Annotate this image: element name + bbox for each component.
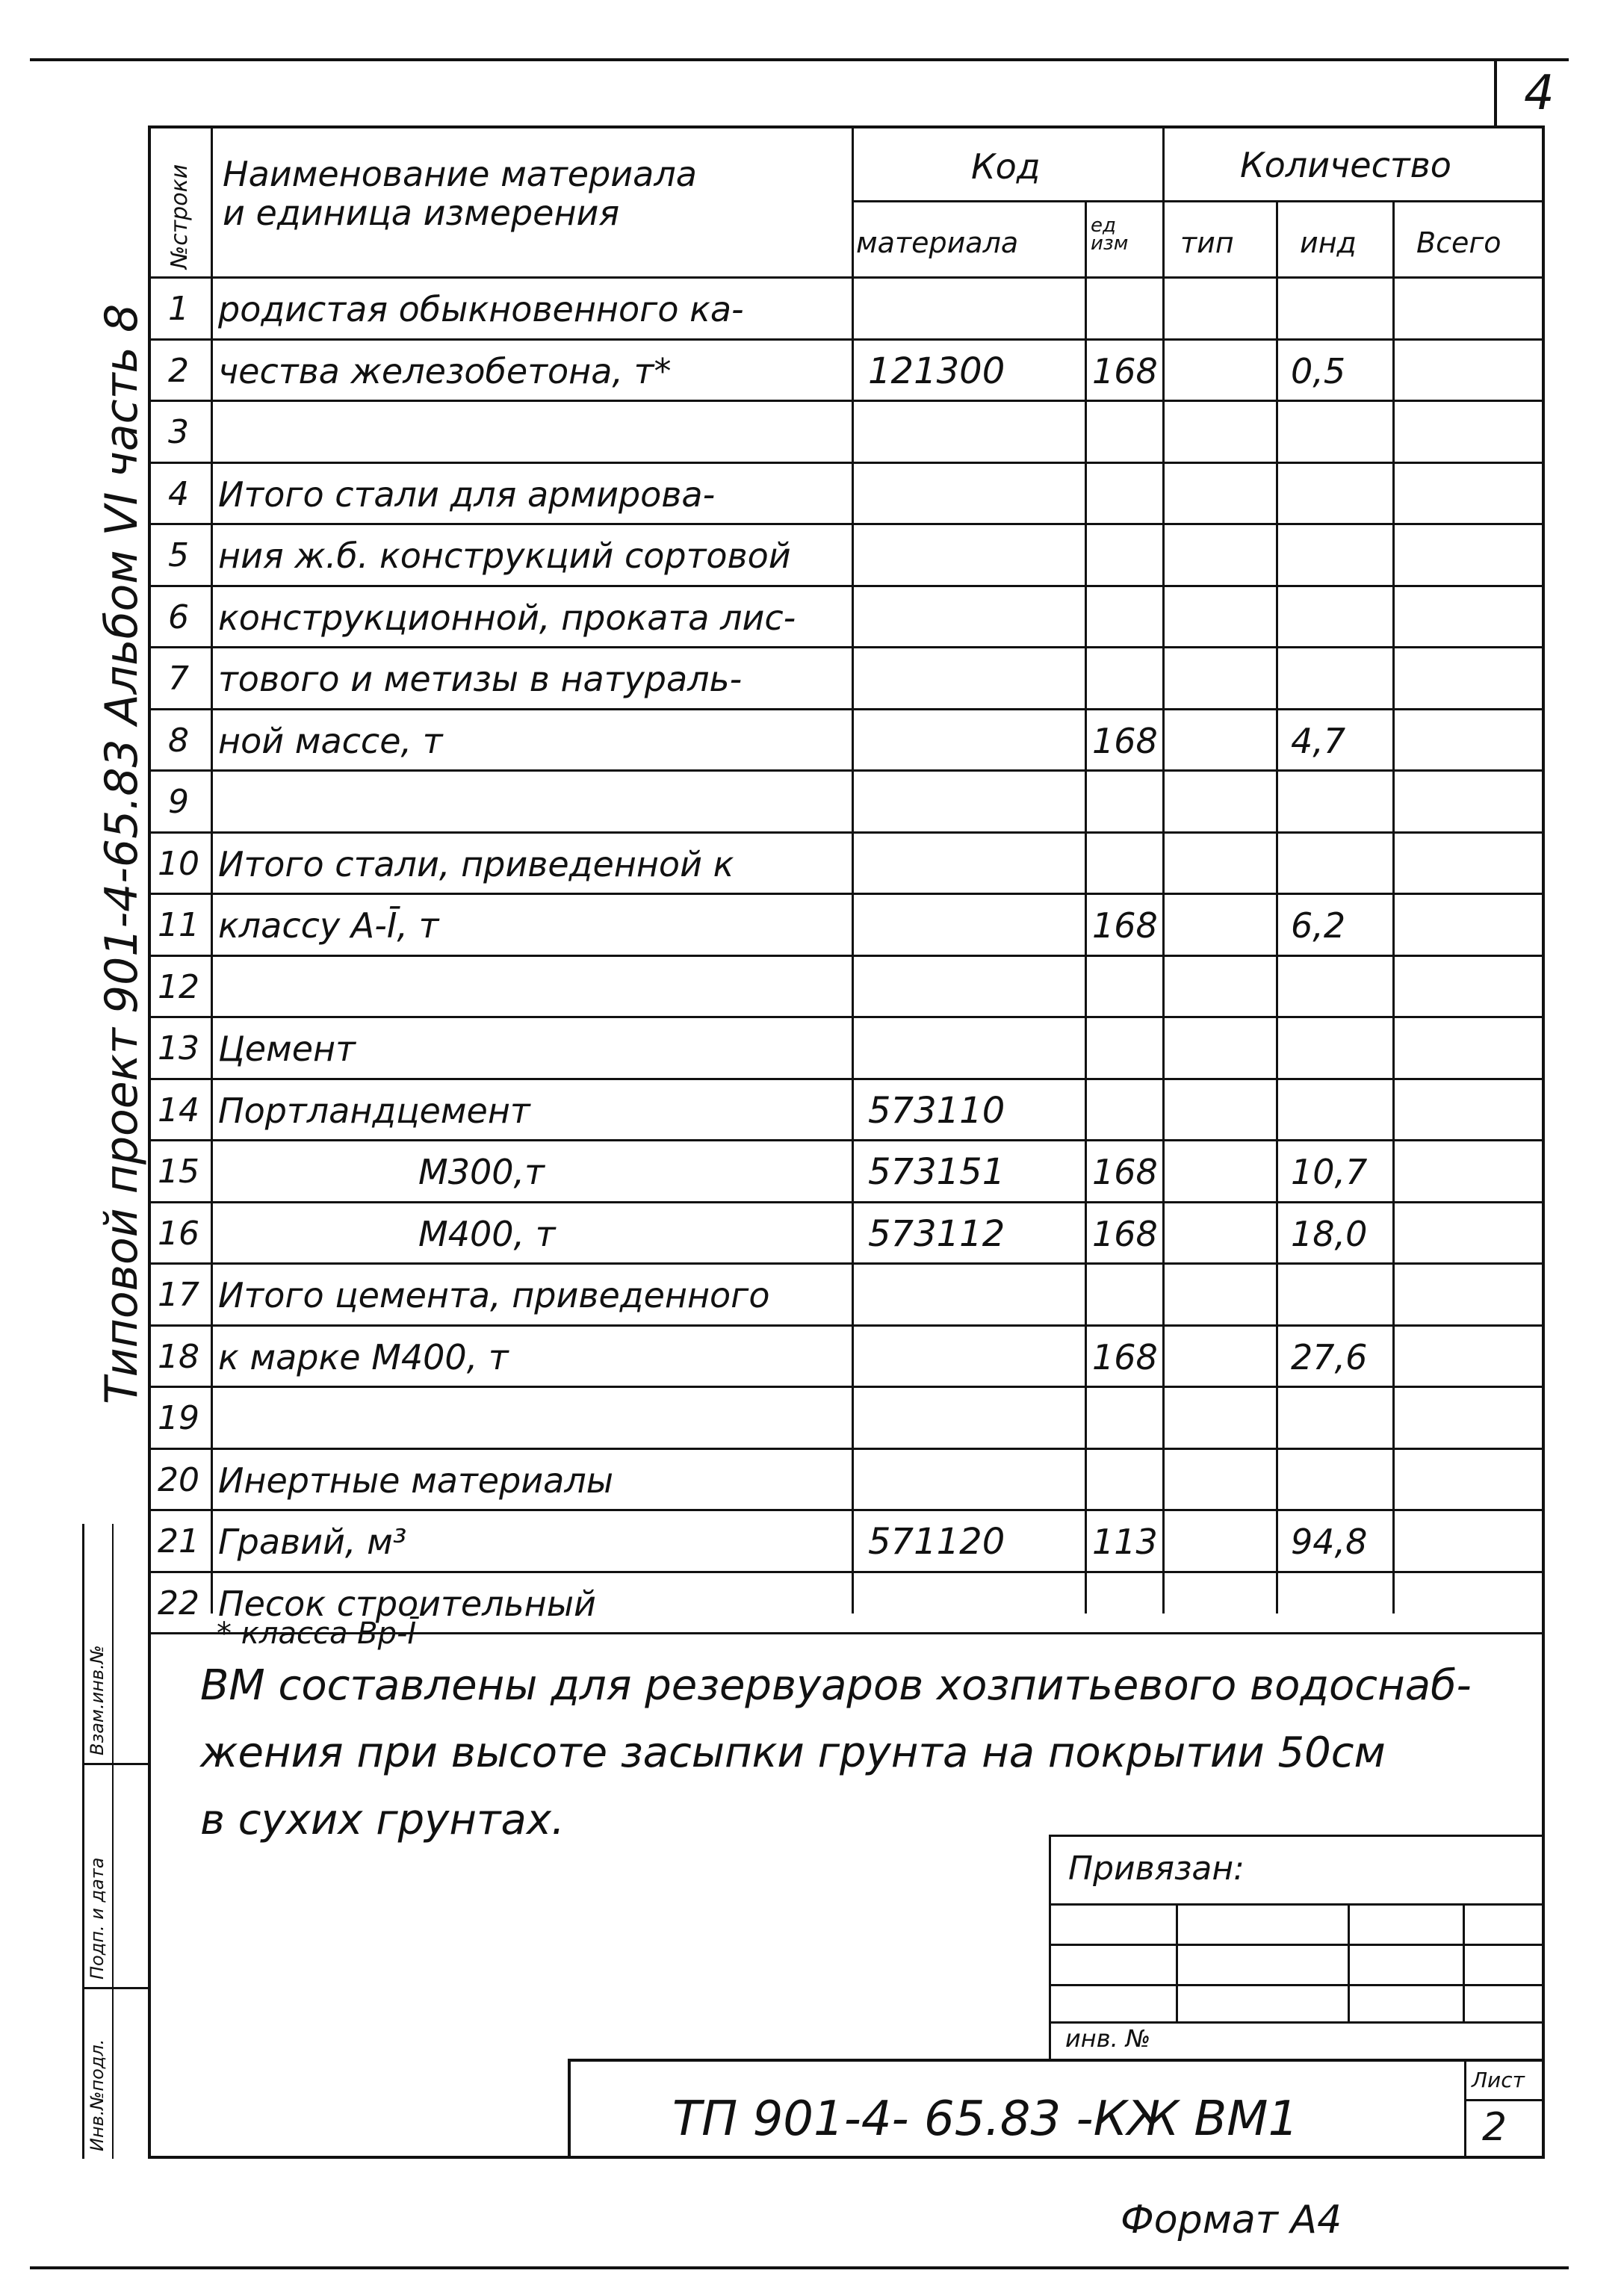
table-right-border (1542, 125, 1545, 2157)
row-name: чества железобетона, т* (218, 350, 672, 391)
row-number: 18 (158, 1337, 199, 1376)
row-number: 11 (158, 906, 199, 944)
row-number: 20 (158, 1460, 199, 1499)
privyazan-label: Привязан: (1068, 1850, 1245, 1888)
row-unit: 168 (1092, 1336, 1158, 1377)
row-ind: 4,7 (1291, 720, 1346, 761)
row-name: родистая обыкновенного ка- (218, 289, 744, 329)
header-subline (852, 200, 1543, 202)
sheet-box-left (1464, 2059, 1466, 2159)
row-ind: 18,0 (1291, 1213, 1368, 1254)
note-line-1: ВМ составлены для резервуаров хозпитьевого водоснаб- (200, 1661, 1472, 1710)
header-qty-ind: инд (1300, 226, 1357, 259)
header-row-no: №строки (167, 164, 193, 269)
header-code-group: Код (971, 146, 1041, 187)
header-code-unit: ед изм (1091, 214, 1129, 255)
header-name-2: и единица измерения (223, 193, 620, 233)
sheet-number: 2 (1482, 2105, 1507, 2150)
doc-code: ТП 901-4- 65.83 -КЖ ВМ1 (672, 2092, 1299, 2147)
row-divider (148, 1078, 1545, 1080)
row-code: 121300 (868, 350, 1005, 392)
bind-v2 (1348, 1903, 1350, 2023)
left-stamp-div-1 (82, 1987, 149, 1989)
row-number: 12 (158, 967, 199, 1006)
row-name: к марке М400, т (218, 1336, 509, 1377)
row-unit: 168 (1092, 905, 1158, 946)
page-number: 4 (1524, 66, 1555, 121)
row-divider (148, 1509, 1545, 1511)
row-number: 1 (168, 290, 189, 328)
row-name: конструкционной, проката лис- (218, 597, 796, 638)
bind-top (1049, 1835, 1545, 1837)
note-line-2: жения при высоте засыпки грунта на покрытии 50см (200, 1729, 1386, 1777)
row-divider (148, 893, 1545, 895)
bind-h2 (1049, 1944, 1545, 1946)
row-code: 573151 (868, 1151, 1005, 1193)
row-number: 22 (158, 1584, 199, 1622)
row-ind: 6,2 (1291, 905, 1346, 946)
format-label: Формат А4 (1121, 2198, 1342, 2242)
row-number: 6 (168, 598, 189, 636)
row-divider (148, 1448, 1545, 1450)
header-qty-total: Всего (1416, 226, 1501, 259)
row-number: 16 (158, 1214, 199, 1253)
col-line-code (1085, 202, 1087, 1613)
inv-no-label: инв. № (1065, 2024, 1151, 2053)
header-bottom-line (148, 276, 1545, 279)
row-name: тового и метизы в натураль- (218, 659, 743, 699)
bind-left (1049, 1835, 1051, 2059)
bind-h3 (1049, 1984, 1545, 1986)
row-divider (148, 1324, 1545, 1327)
top-frame-line (30, 58, 1569, 61)
row-divider (148, 1386, 1545, 1388)
row-number: 7 (168, 660, 189, 698)
row-number: 8 (168, 721, 189, 760)
row-number: 13 (158, 1029, 199, 1067)
row-divider (148, 769, 1545, 772)
row-name: ния ж.б. конструкций сортовой (218, 536, 791, 576)
row-number: 15 (158, 1153, 199, 1191)
row-divider (148, 585, 1545, 587)
left-stamp-div-2 (82, 1763, 149, 1765)
bind-h4 (1049, 2021, 1545, 2024)
row-divider (148, 1201, 1545, 1203)
row-unit: 168 (1092, 1213, 1158, 1254)
row-name: ной массе, т (218, 720, 443, 761)
row-code: 573112 (868, 1212, 1005, 1255)
header-qty-tip: тип (1180, 226, 1234, 259)
row-divider (148, 646, 1545, 648)
row-name: классу А-Ī, т (218, 905, 439, 946)
row-number: 10 (158, 844, 199, 883)
col-line-tip (1276, 202, 1278, 1613)
row-unit: 168 (1092, 350, 1158, 391)
row-unit: 168 (1092, 720, 1158, 761)
row-name: Инертные материалы (218, 1460, 614, 1501)
row-name: Гравий, м³ (218, 1522, 407, 1562)
row-divider (148, 462, 1545, 464)
row-divider (148, 1016, 1545, 1018)
sheet-label: Лист (1472, 2068, 1525, 2092)
row-divider (148, 955, 1545, 957)
header-name-1: Наименование материала (223, 154, 697, 194)
bind-v1 (1176, 1903, 1178, 2023)
row-name: Итого стали для армирова- (218, 474, 716, 515)
footnote: * класса Вр-Ī (217, 1616, 417, 1651)
side-label: Типовой проект 901-4-65.83 Альбом VI часть 8 (96, 303, 148, 1404)
left-stamp-inner (112, 1524, 114, 2159)
row-name: Итого стали, приведенной к (218, 843, 734, 884)
title-left (568, 2059, 571, 2159)
row-divider (148, 1262, 1545, 1265)
row-divider (148, 338, 1545, 341)
row-number: 17 (158, 1276, 199, 1314)
row-ind: 94,8 (1291, 1522, 1368, 1562)
row-divider (148, 1139, 1545, 1141)
row-number: 3 (168, 413, 189, 451)
col-line-num (211, 125, 213, 1613)
row-name: Цемент (218, 1029, 356, 1069)
row-name: Портландцемент (218, 1090, 530, 1131)
row-code: 573110 (868, 1089, 1005, 1132)
row-ind: 0,5 (1291, 350, 1346, 391)
row-number: 9 (168, 783, 189, 821)
row-number: 5 (168, 536, 189, 574)
row-ind: 27,6 (1291, 1336, 1368, 1377)
left-stamp-podp: Подп. и дата (87, 1857, 108, 1980)
row-number: 2 (168, 351, 189, 390)
left-stamp-vzam: Взам.инв.№ (87, 1645, 108, 1755)
row-number: 14 (158, 1091, 199, 1129)
row-unit: 113 (1092, 1522, 1158, 1562)
header-code-material: материала (856, 226, 1019, 259)
page-num-box-left (1494, 60, 1497, 127)
table-top-border (148, 125, 1545, 128)
sheet-box-mid (1464, 2099, 1545, 2101)
row-divider (148, 831, 1545, 834)
title-bottom (148, 2156, 1545, 2159)
row-number: 4 (168, 474, 189, 513)
row-divider (148, 523, 1545, 525)
row-name: Итого цемента, приведенного (218, 1275, 770, 1315)
row-ind: 10,7 (1291, 1152, 1368, 1192)
row-name: Песок строительный (218, 1583, 596, 1624)
left-stamp-border-left (82, 1524, 84, 2159)
row-name: М300,т (418, 1152, 545, 1192)
row-divider (148, 708, 1545, 710)
left-stamp-inv-podl: Инв.№подл. (87, 2039, 108, 2151)
title-top (568, 2059, 1545, 2062)
row-divider (148, 1571, 1545, 1573)
row-number: 19 (158, 1399, 199, 1437)
row-divider (148, 400, 1545, 402)
col-line-name (852, 125, 854, 1613)
header-qty-group: Количество (1240, 145, 1451, 185)
row-code: 571120 (868, 1521, 1005, 1563)
row-name: М400, т (418, 1213, 556, 1254)
bind-h1 (1049, 1903, 1545, 1906)
note-line-3: в сухих грунтах. (200, 1796, 565, 1844)
bind-v3 (1463, 1903, 1465, 2023)
row-unit: 168 (1092, 1152, 1158, 1192)
bottom-frame-line (30, 2266, 1569, 2269)
row-number: 21 (158, 1522, 199, 1560)
